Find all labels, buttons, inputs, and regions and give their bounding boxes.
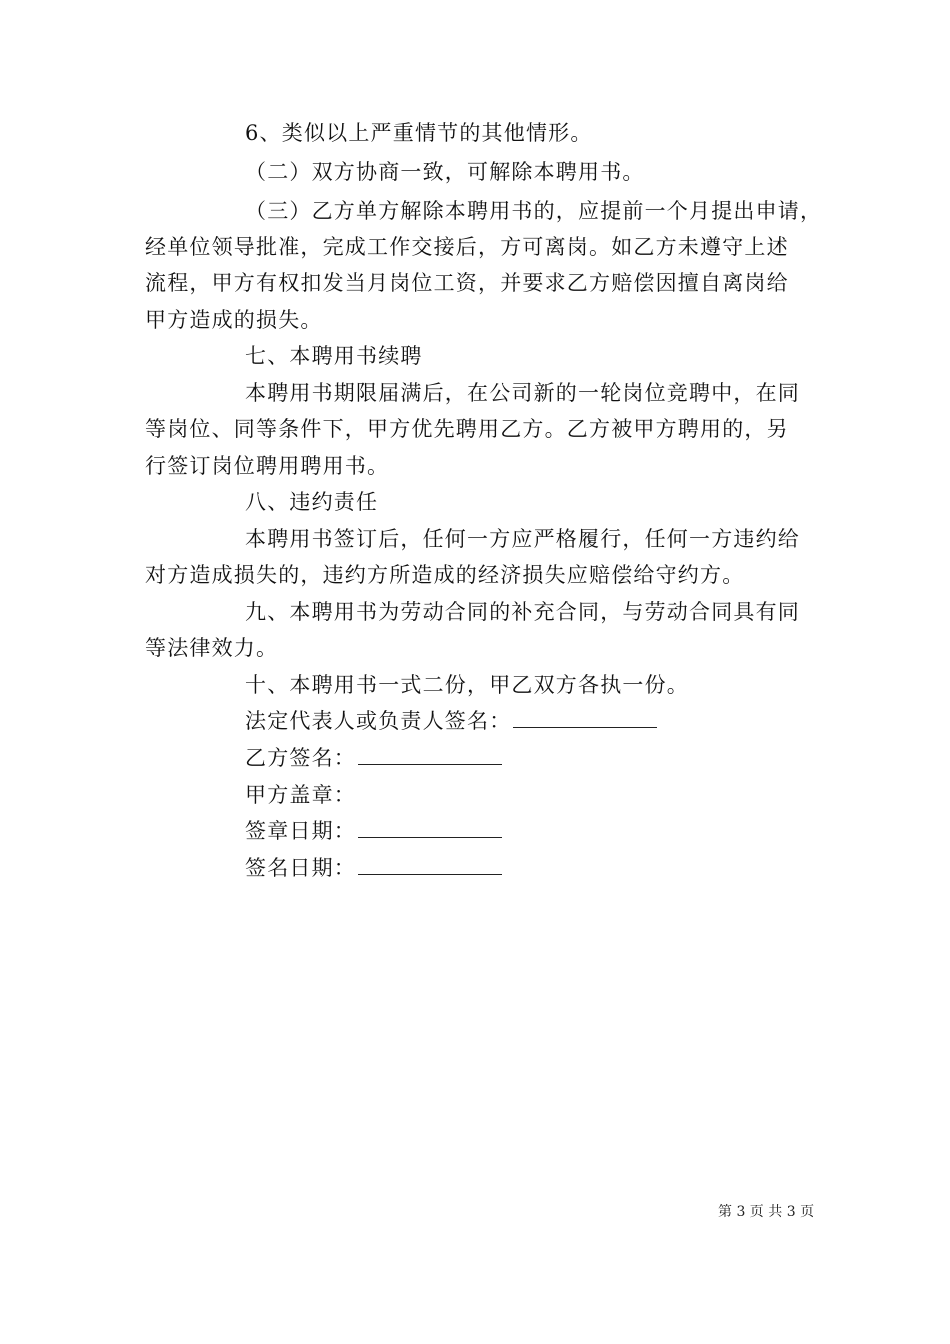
seal-party-a [245, 780, 910, 810]
date-label: 签名日期： [245, 856, 356, 880]
date-blank[interactable] [358, 823, 502, 838]
seal-label: 甲方盖章： [245, 783, 356, 807]
signature-blank[interactable] [358, 750, 502, 765]
section-heading: 七、本聘用书续聘 [245, 344, 423, 368]
signature-party-b [245, 743, 910, 773]
paragraph-line: 十、本聘用书一式二份，甲乙双方各执一份。 [245, 673, 689, 697]
signature-legal-rep [245, 706, 910, 736]
paragraph-line: 等法律效力。 [145, 636, 279, 660]
paragraph-line: 行签订岗位聘用聘用书。 [145, 454, 390, 478]
signature-seal-date [245, 816, 910, 846]
signature-sign-date [245, 853, 910, 883]
paragraph-line: 经单位领导批准，完成工作交接后，方可离岗。如乙方未遵守上述 [145, 235, 789, 259]
paragraph-line: （三）乙方单方解除本聘用书的，应提前一个月提出申请， [245, 199, 823, 223]
paragraph-line: 6、类似以上严重情节的其他情形。 [245, 121, 593, 145]
date-label: 签章日期： [245, 819, 356, 843]
page-number: 第 3 页 共 3 页 [718, 1204, 815, 1220]
paragraph-line: 本聘用书期限届满后，在公司新的一轮岗位竞聘中，在同 [245, 381, 800, 405]
paragraph-line: 流程，甲方有权扣发当月岗位工资，并要求乙方赔偿因擅自离岗给 [145, 271, 789, 295]
paragraph-line: 等岗位、同等条件下，甲方优先聘用乙方。乙方被甲方聘用的，另 [145, 417, 789, 441]
paragraph-line: 对方造成损失的，违约方所造成的经济损失应赔偿给守约方。 [145, 563, 745, 587]
signature-label: 法定代表人或负责人签名： [245, 709, 512, 733]
paragraph-line: 本聘用书签订后，任何一方应严格履行，任何一方违约给 [245, 527, 800, 551]
paragraph-line: 甲方造成的损失。 [145, 308, 323, 332]
paragraph-line: 九、本聘用书为劳动合同的补充合同，与劳动合同具有同 [245, 600, 800, 624]
date-blank[interactable] [358, 860, 502, 875]
section-heading: 八、违约责任 [245, 490, 379, 514]
signature-blank[interactable] [513, 713, 657, 728]
signature-label: 乙方签名： [245, 746, 356, 770]
paragraph-line: （二）双方协商一致，可解除本聘用书。 [245, 160, 645, 184]
